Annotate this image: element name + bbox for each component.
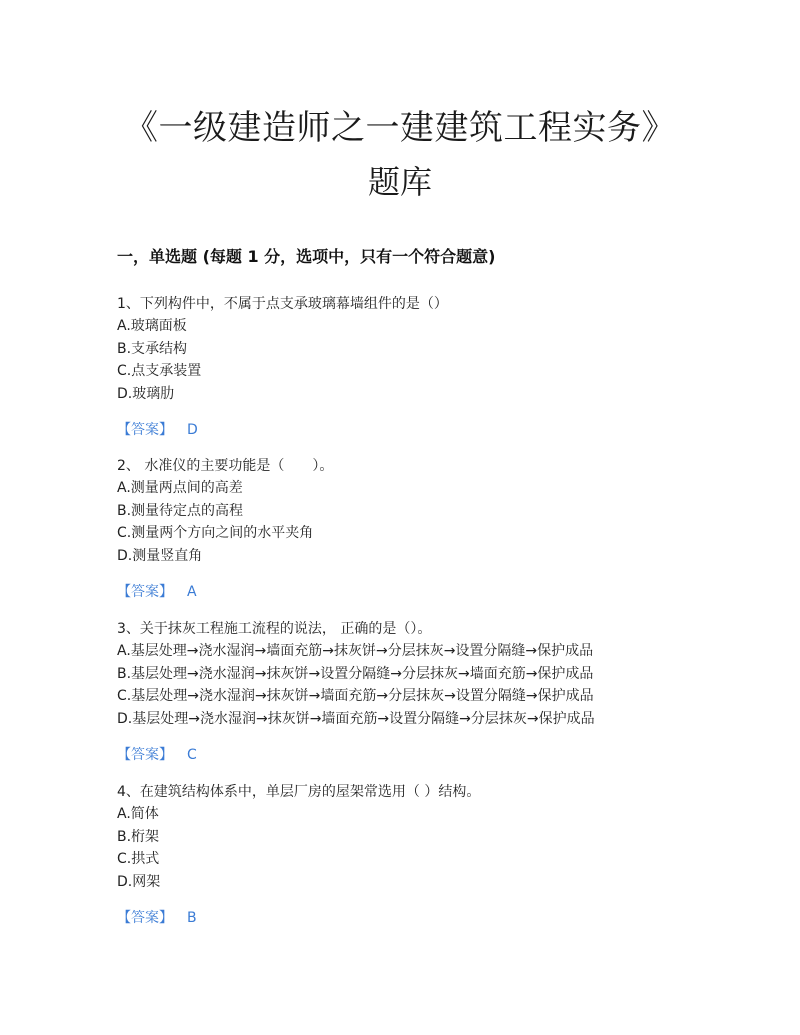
option-b: B.基层处理→浇水湿润→抹灰饼→设置分隔缝→分层抹灰→墙面充筋→保护成品 [117, 665, 594, 682]
section-heading: 一，单选题 (每题 1 分，选项中，只有一个符合题意) [117, 247, 496, 266]
option-a: A.测量两点间的高差 [117, 480, 243, 497]
option-d: D.网架 [117, 873, 161, 890]
option-c: C.测量两个方向之间的水平夹角 [117, 525, 314, 542]
option-c: C.点支承装置 [117, 363, 202, 380]
option-b: B.测量待定点的高程 [117, 502, 244, 519]
answer-value: D [187, 422, 198, 439]
document-title: 《一级建造师之一建建筑工程实务》 [124, 108, 676, 148]
option-d: D.测量竖直角 [117, 547, 203, 564]
option-b: B.支承结构 [117, 340, 188, 357]
question-stem: 2、 水准仪的主要功能是（ ）。 [117, 458, 334, 474]
option-c: C.基层处理→浇水湿润→抹灰饼→墙面充筋→分层抹灰→设置分隔缝→保护成品 [117, 688, 594, 705]
answer-value: C [187, 747, 197, 764]
option-c: C.拱式 [117, 851, 160, 868]
question-stem: 4、在建筑结构体系中，单层厂房的屋架常选用（ ）结构。 [117, 784, 481, 800]
question-2 [117, 455, 677, 603]
answer-label: 【答案】 [117, 910, 173, 927]
answer-label: 【答案】 [117, 747, 173, 764]
question-1 [117, 293, 677, 441]
document-subtitle: 题库 [367, 163, 432, 201]
question-stem: 1、下列构件中，不属于点支承玻璃幕墙组件的是（） [117, 296, 448, 312]
answer-row [117, 419, 677, 441]
answer-row [117, 744, 677, 766]
option-a: A.简体 [117, 806, 159, 823]
option-d: D.玻璃肋 [117, 385, 175, 402]
option-b: B.桁架 [117, 828, 160, 845]
option-d: D.基层处理→浇水湿润→抹灰饼→墙面充筋→设置分隔缝→分层抹灰→保护成品 [117, 710, 595, 727]
answer-value: B [187, 910, 197, 927]
answer-row [117, 907, 677, 929]
answer-label: 【答案】 [117, 422, 173, 439]
answer-label: 【答案】 [117, 584, 173, 601]
answer-value: A [187, 584, 197, 601]
question-3 [117, 618, 677, 766]
answer-row [117, 581, 677, 603]
question-stem: 3、关于抹灰工程施工流程的说法， 正确的是（）。 [117, 621, 432, 637]
question-4 [117, 781, 677, 929]
option-a: A.基层处理→浇水湿润→墙面充筋→抹灰饼→分层抹灰→设置分隔缝→保护成品 [117, 643, 594, 660]
option-a: A.玻璃面板 [117, 318, 187, 335]
